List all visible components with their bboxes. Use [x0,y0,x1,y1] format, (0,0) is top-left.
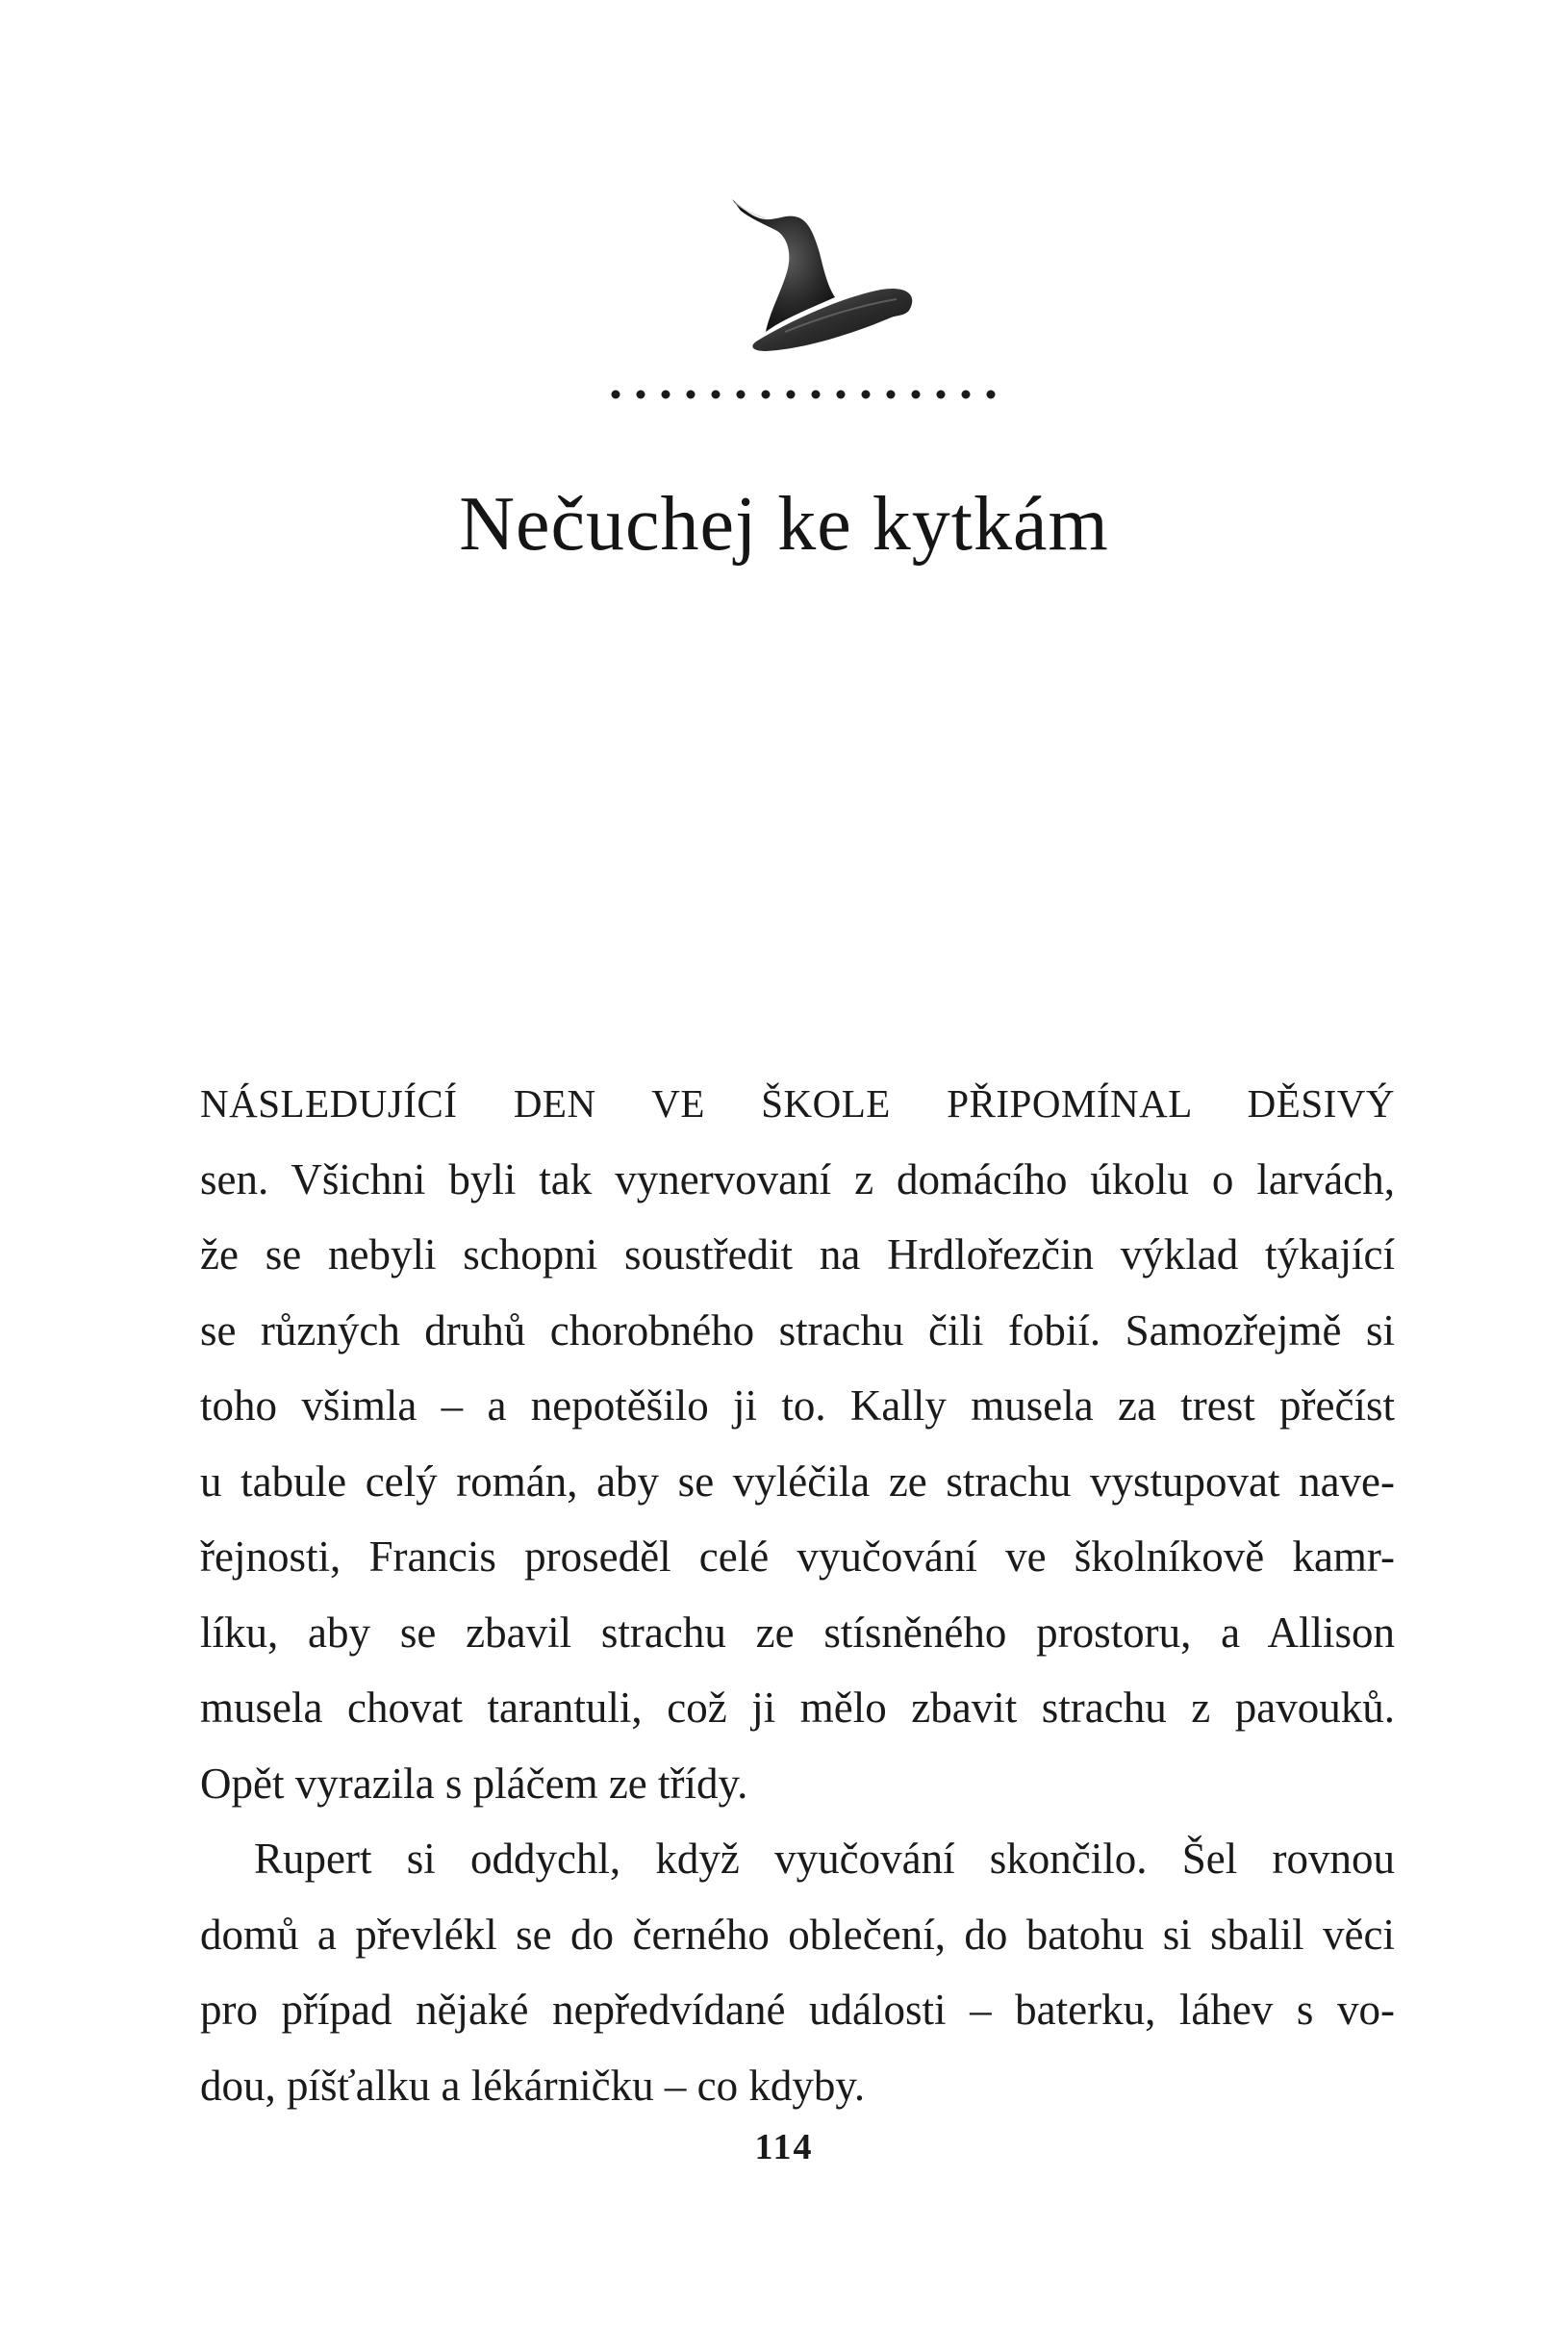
text-line: že se nebyli schopni soustředit na Hrdlořezčin výklad týkající [200,1230,1395,1279]
witch-hat-icon [727,197,920,361]
text-line: domů a převlékl se do černého oblečení, do batohu si sbalil věci [200,1910,1395,1959]
text-line: řejnosti, Francis proseděl celé vyučování ve školníkově kamr- [200,1532,1395,1581]
text-line: sen. Všichni byli tak vynervovaní z domácího úkolu o larvách, [200,1154,1395,1203]
text-line: dou, píšťalku a lékárničku – co kdyby. [200,2061,866,2110]
paragraph-1 [200,1066,1395,1821]
text-line: Opět vyrazila s pláčem ze třídy. [200,1759,748,1808]
ornament-dotted-divider [606,375,1010,414]
body-text [200,1066,1395,2123]
text-line: NÁSLEDUJÍCÍ DEN VE ŠKOLE PŘIPOMÍNAL DĚSIVÝ [200,1081,1395,1126]
text-line: musela chovat tarantuli, což ji mělo zbavit strachu z pavouků. [200,1684,1395,1732]
text-line: Rupert si oddychl, když vyučování skončilo. Šel rovnou [254,1835,1395,1883]
text-line: se různých druhů chorobného strachu čili fobií. Samozřejmě si [200,1305,1395,1355]
page-number: 114 [754,2127,814,2167]
chapter-title: Nečuchej ke kytkám [459,482,1109,567]
text-line: u tabule celý román, aby se vyléčila ze strachu vystupovat nave- [200,1456,1395,1506]
text-line: líku, aby se zbavil strachu ze stísněného prostoru, a Allison [200,1608,1395,1657]
text-line: toho všimla – a nepotěšilo ji to. Kally musela za trest přečíst [200,1381,1395,1430]
text-line: pro případ nějaké nepředvídané události – baterku, láhev s vo- [200,1986,1395,2034]
paragraph-2 [200,1821,1395,2123]
